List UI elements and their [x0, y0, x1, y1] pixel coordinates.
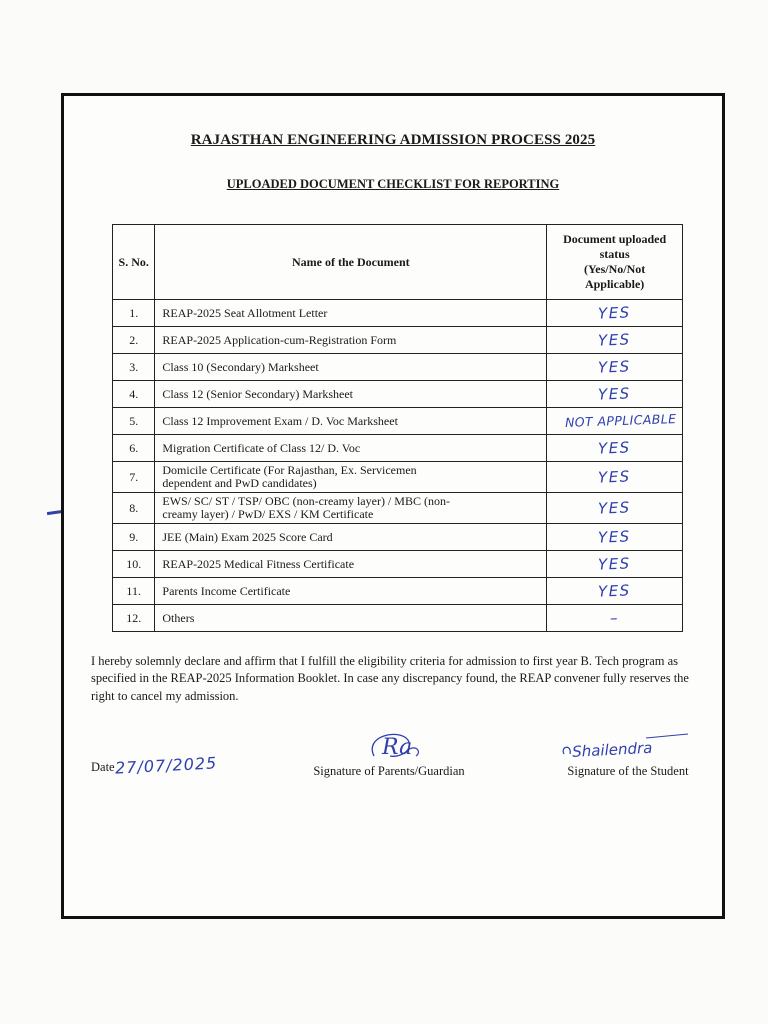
row-document-name: Others	[155, 605, 547, 632]
row-status	[547, 493, 683, 524]
row-sno: 1.	[113, 300, 155, 327]
table-row	[113, 327, 683, 354]
row-document-name-line1: Domicile Certificate (For Rajasthan, Ex. Servicemen	[162, 462, 417, 477]
parent-signature-mark: Ra	[382, 735, 413, 760]
row-sno: 5.	[113, 408, 155, 435]
row-document-name: Class 12 (Senior Secondary) Marksheet	[155, 381, 547, 408]
row-status	[547, 462, 683, 493]
row-sno: 7.	[113, 462, 155, 493]
row-document-name: Parents Income Certificate	[155, 578, 547, 605]
parent-signature-block	[304, 726, 474, 779]
handwritten-status: YES	[597, 303, 632, 323]
date-field	[91, 753, 218, 778]
table-row	[113, 493, 683, 524]
handwritten-status: YES	[597, 581, 632, 601]
student-signature	[558, 726, 698, 762]
header-status-line2: status	[599, 247, 630, 261]
row-sno: 3.	[113, 354, 155, 381]
header-status	[547, 225, 683, 300]
handwritten-status: YES	[597, 498, 632, 518]
row-document-name: JEE (Main) Exam 2025 Score Card	[155, 524, 547, 551]
document-subtitle: UPLOADED DOCUMENT CHECKLIST FOR REPORTING	[226, 177, 560, 191]
declaration-text: I hereby solemnly declare and affirm that I fulfill the eligibility criteria for admission to first year B. Tech program as specified in the REAP-2025 Information Booklet. In case any discrepancy found, the REAP convener fully reserves the right to cancel my admission.	[91, 654, 689, 703]
row-document-name: REAP-2025 Application-cum-Registration Form	[155, 327, 547, 354]
table-row	[113, 408, 683, 435]
document-frame	[61, 93, 725, 919]
header-sno: S. No.	[113, 225, 155, 300]
handwritten-status: YES	[597, 357, 632, 377]
table-row	[113, 435, 683, 462]
table-row	[113, 524, 683, 551]
row-status	[547, 300, 683, 327]
header-document-name: Name of the Document	[155, 225, 547, 300]
row-status	[547, 524, 683, 551]
date-label: Date	[91, 760, 115, 774]
handwritten-status: YES	[597, 330, 632, 350]
student-signature-mark: Shailendra	[571, 738, 653, 761]
table-row	[113, 381, 683, 408]
parent-signature	[304, 726, 474, 762]
row-document-name: REAP-2025 Medical Fitness Certificate	[155, 551, 547, 578]
row-sno: 2.	[113, 327, 155, 354]
row-document-name	[155, 462, 547, 493]
student-signature-label: Signature of the Student	[567, 764, 689, 778]
table-row	[113, 462, 683, 493]
row-sno: 12.	[113, 605, 155, 632]
row-status	[547, 354, 683, 381]
row-status	[547, 551, 683, 578]
row-document-name-line2: creamy layer) / PwD/ EXS / KM Certificate	[162, 507, 374, 521]
row-document-name-line2: dependent and PwD candidates)	[162, 476, 317, 490]
header-status-line4: Applicable)	[584, 277, 645, 291]
row-document-name: Migration Certificate of Class 12/ D. Voc	[155, 435, 547, 462]
row-sno: 11.	[113, 578, 155, 605]
header-status-line3: (Yes/No/Not	[583, 262, 646, 276]
handwritten-status: YES	[597, 438, 632, 458]
handwritten-status: NOT APPLICABLE	[564, 411, 677, 430]
row-sno: 6.	[113, 435, 155, 462]
document-title: RAJASTHAN ENGINEERING ADMISSION PROCESS 2025	[190, 132, 596, 148]
table-row	[113, 605, 683, 632]
row-document-name-line1: EWS/ SC/ ST / TSP/ OBC (non-creamy layer) / MBC (non-	[162, 493, 450, 508]
handwritten-status: YES	[597, 384, 632, 404]
handwritten-status: YES	[597, 554, 632, 574]
handwritten-status: –	[609, 608, 620, 628]
row-sno: 4.	[113, 381, 155, 408]
row-document-name: Class 10 (Secondary) Marksheet	[155, 354, 547, 381]
row-sno: 9.	[113, 524, 155, 551]
parent-signature-label: Signature of Parents/Guardian	[313, 764, 465, 778]
row-status	[547, 327, 683, 354]
row-status	[547, 578, 683, 605]
table-header-row	[113, 225, 683, 300]
row-status	[547, 605, 683, 632]
row-status	[547, 408, 683, 435]
handwritten-status: YES	[597, 527, 632, 547]
row-document-name	[155, 493, 547, 524]
table-row	[113, 300, 683, 327]
handwritten-status: YES	[597, 467, 632, 487]
row-sno: 8.	[113, 493, 155, 524]
table-row	[113, 354, 683, 381]
document-checklist-table	[112, 224, 683, 632]
row-status	[547, 381, 683, 408]
table-row	[113, 551, 683, 578]
handwritten-date: 27/07/2025	[114, 753, 218, 778]
table-row	[113, 578, 683, 605]
row-status	[547, 435, 683, 462]
row-document-name: Class 12 Improvement Exam / D. Voc Marksheet	[155, 408, 547, 435]
row-document-name: REAP-2025 Seat Allotment Letter	[155, 300, 547, 327]
header-status-line1: Document uploaded	[563, 232, 667, 246]
student-signature-block	[558, 726, 698, 779]
row-sno: 10.	[113, 551, 155, 578]
